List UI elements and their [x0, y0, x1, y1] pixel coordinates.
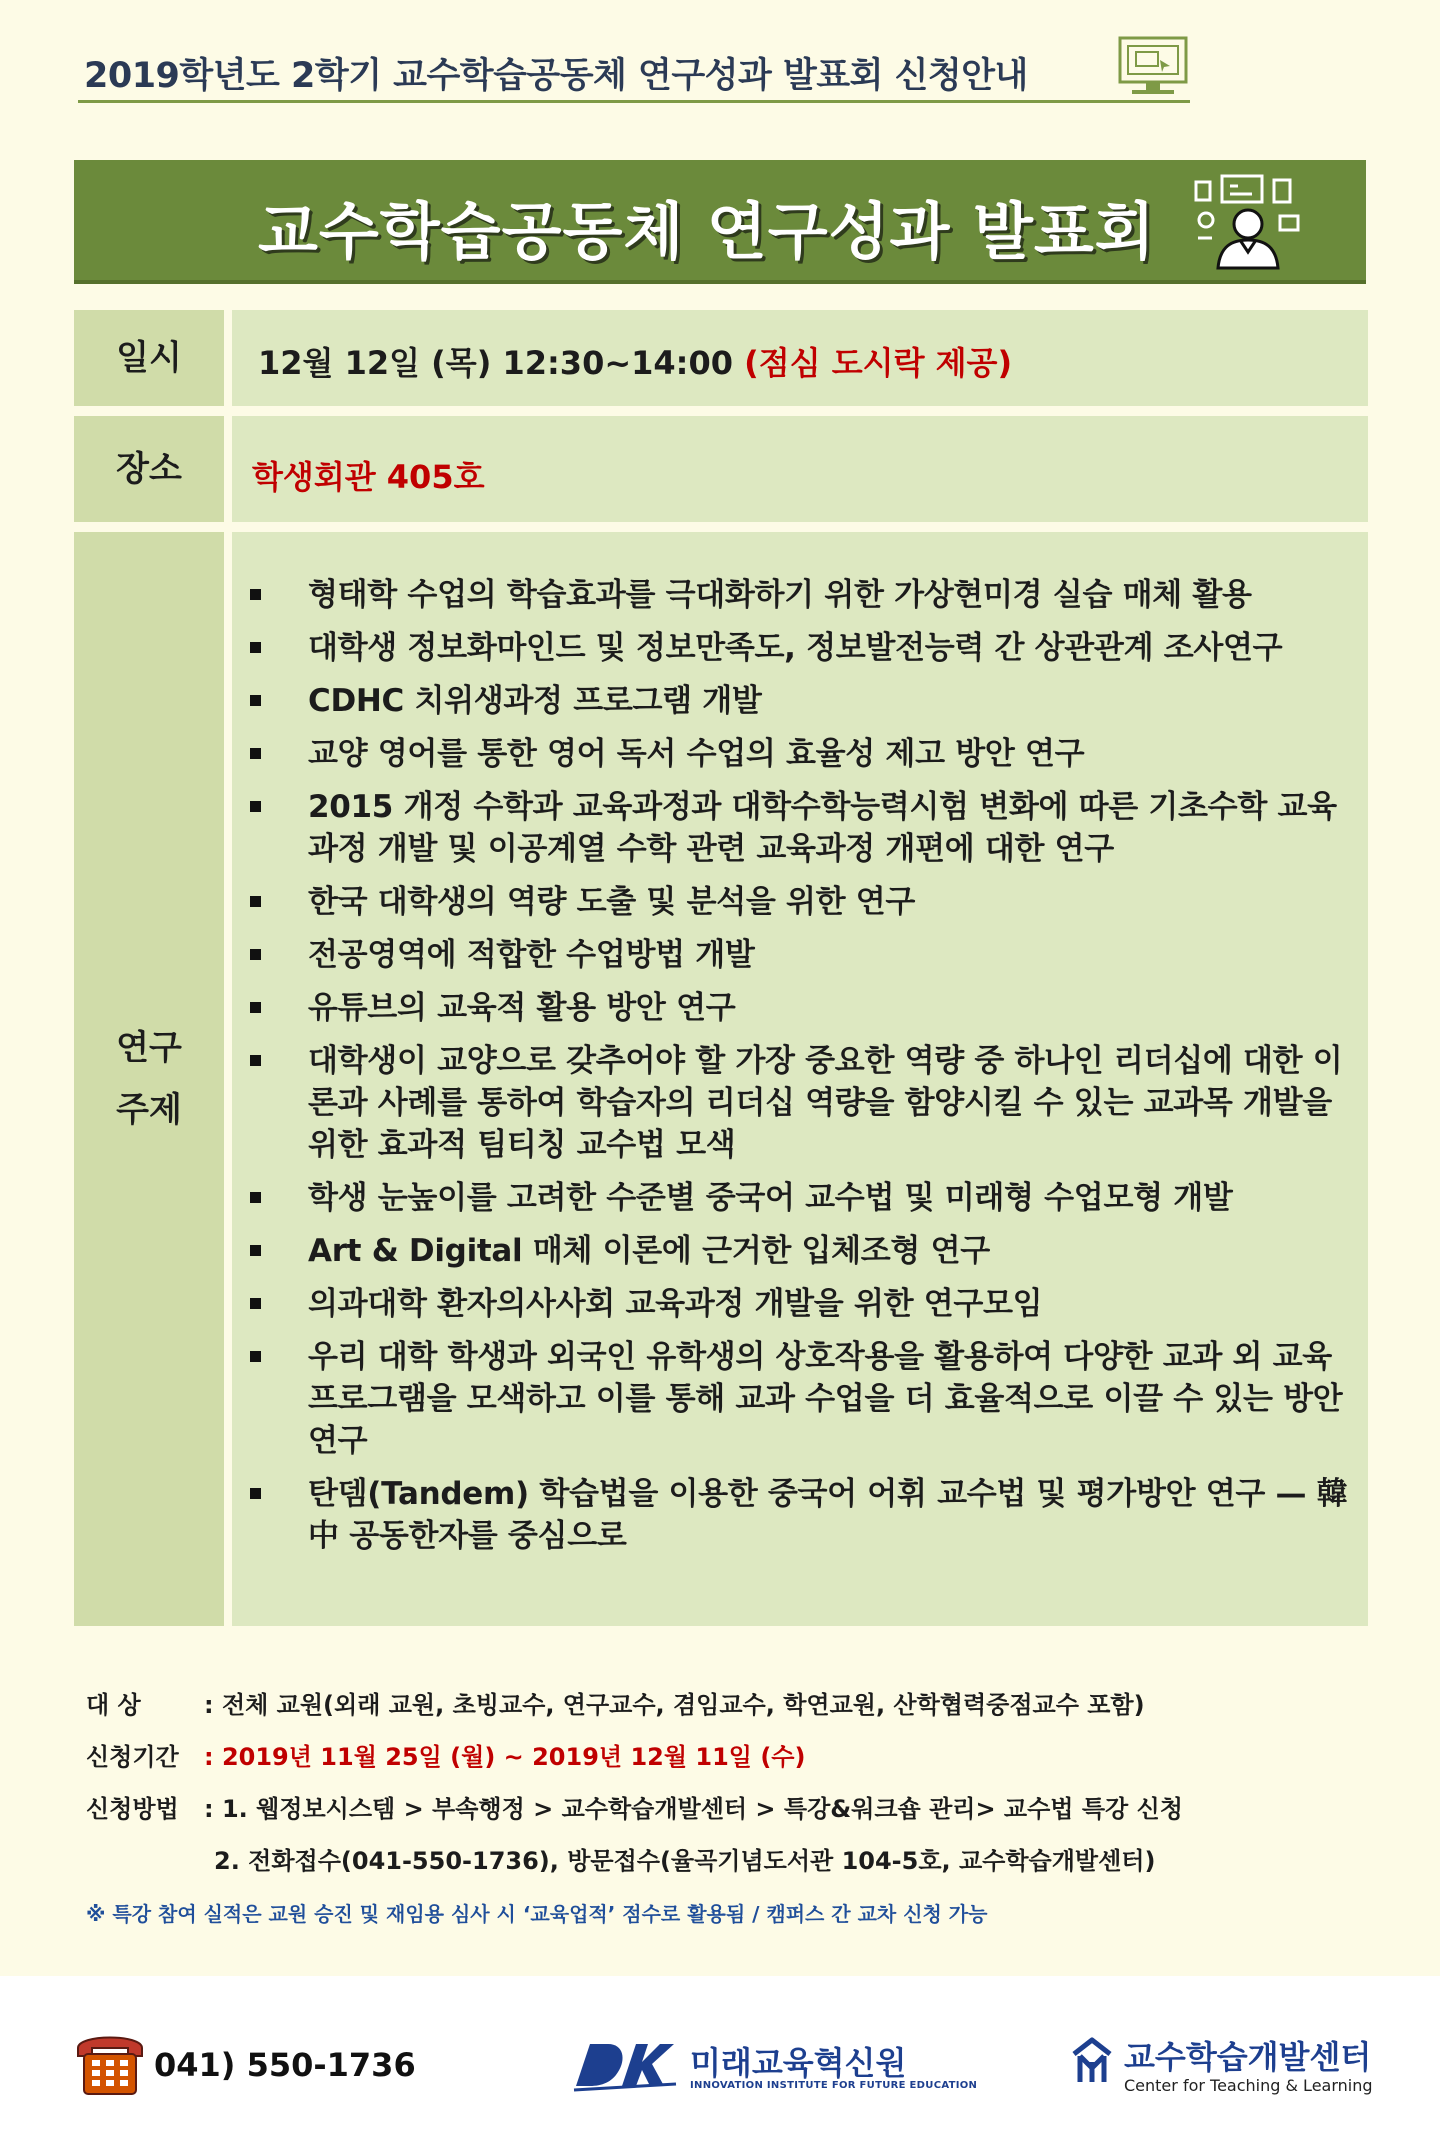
topic-item: 한국 대학생의 역량 도출 및 분석을 위한 연구 — [246, 881, 1356, 923]
ctl-logo — [1070, 2036, 1114, 2086]
method-label: 신청방법 — [86, 1795, 179, 1823]
period-value: 2019년 11월 25일 (월) ~ 2019년 12월 11일 (수) — [221, 1743, 806, 1771]
row-date — [74, 310, 1368, 406]
presenter-icon — [1192, 172, 1304, 270]
period-colon: : — [204, 1743, 222, 1771]
monitor-icon — [1116, 34, 1190, 100]
info-table — [74, 310, 1368, 1626]
topic-item: 유튜브의 교육적 활용 방안 연구 — [246, 987, 1356, 1029]
period-line — [86, 1742, 1366, 1772]
target-line — [86, 1690, 1366, 1720]
institute-subtitle: INNOVATION INSTITUTE FOR FUTURE EDUCATION — [690, 2080, 978, 2091]
topic-item: 2015 개정 수학과 교육과정과 대학수학능력시험 변화에 따른 기초수학 교육과정 개발 및 이공계열 수학 관련 교육과정 개편에 대한 연구 — [246, 786, 1356, 870]
dku-logo — [572, 2038, 680, 2094]
place-value: 학생회관 405호 — [252, 458, 485, 496]
institute-name: 미래교육혁신원 — [690, 2044, 907, 2082]
topic-item: 전공영역에 적합한 수업방법 개발 — [246, 934, 1356, 976]
date-note: (점심 도시락 제공) — [744, 344, 1013, 382]
phone-icon — [74, 2028, 146, 2098]
place-cell — [232, 416, 1368, 522]
method-line-1 — [86, 1794, 1366, 1824]
topic-item: CDHC 치위생과정 프로그램 개발 — [246, 680, 1356, 722]
topic-item: Art & Digital 매체 이론에 근거한 입체조형 연구 — [246, 1230, 1356, 1272]
date-cell — [232, 310, 1368, 406]
notice-text: ※ 특강 참여 실적은 교원 승진 및 재임용 심사 시 ‘교육업적’ 점수로 활용됨 / 캠퍼스 간 교차 신청 가능 — [86, 1902, 988, 1926]
topics-label-line1: 연구 — [116, 1028, 182, 1068]
center-name: 교수학습개발센터 — [1124, 2038, 1372, 2076]
footer — [0, 1976, 1440, 2154]
topics-label — [74, 532, 224, 1626]
topic-item: 대학생 정보화마인드 및 정보만족도, 정보발전능력 간 상관관계 조사연구 — [246, 627, 1356, 669]
center-subtitle: Center for Teaching & Learning — [1124, 2076, 1373, 2095]
banner-title: 교수학습공동체 연구성과 발표회 — [258, 195, 1156, 268]
application-info — [86, 1690, 1366, 1927]
contact-phone: 041) 550-1736 — [154, 2046, 416, 2084]
method-1: : 1. 웹정보시스템 > 부속행정 > 교수학습개발센터 > 특강&워크숍 관리> 교수법 특강 신청 — [204, 1795, 1183, 1823]
target-value: : 전체 교원(외래 교원, 초빙교수, 연구교수, 겸임교수, 학연교원, 산학협력중점교수 포함) — [204, 1691, 1145, 1719]
topic-item: 형태학 수업의 학습효과를 극대화하기 위한 가상현미경 실습 매체 활용 — [246, 574, 1356, 616]
date-value: 12월 12일 (목) 12:30~14:00 — [258, 344, 734, 382]
place-label: 장소 — [74, 416, 224, 522]
topic-item: 의과대학 환자의사사회 교육과정 개발을 위한 연구모임 — [246, 1283, 1356, 1325]
topic-item: 대학생이 교양으로 갖추어야 할 가장 중요한 역량 중 하나인 리더십에 대한 이론과 사례를 통하여 학습자의 리더십 역량을 함양시킬 수 있는 교과목 개발을 위한 효과적 팀티칭 교수법 모색 — [246, 1040, 1356, 1166]
topic-item: 탄뎀(Tandem) 학습법을 이용한 중국어 어휘 교수법 및 평가방안 연구 — 韓中 공동한자를 중심으로 — [246, 1473, 1356, 1557]
topic-item: 교양 영어를 통한 영어 독서 수업의 효율성 제고 방안 연구 — [246, 733, 1356, 775]
target-label: 대 상 — [86, 1691, 141, 1719]
page-title: 2019학년도 2학기 교수학습공동체 연구성과 발표회 신청안내 — [84, 56, 1028, 96]
topics-cell — [232, 532, 1368, 1626]
topics-list — [246, 574, 1356, 1568]
date-label: 일시 — [74, 310, 224, 406]
row-topics — [74, 532, 1368, 1626]
date-value-line — [258, 338, 1012, 384]
method-2: 2. 전화접수(041-550-1736), 방문접수(율곡기념도서관 104-5호, 교수학습개발센터) — [214, 1847, 1156, 1875]
title-underline — [78, 100, 1190, 103]
top-header — [78, 34, 1190, 106]
topic-item: 학생 눈높이를 고려한 수준별 중국어 교수법 및 미래형 수업모형 개발 — [246, 1177, 1356, 1219]
row-place — [74, 416, 1368, 522]
topics-label-line2: 주제 — [116, 1090, 182, 1130]
topic-item: 우리 대학 학생과 외국인 유학생의 상호작용을 활용하여 다양한 교과 외 교육 프로그램을 모색하고 이를 통해 교과 수업을 더 효율적으로 이끌 수 있는 방안 연구 — [246, 1336, 1356, 1462]
banner — [74, 160, 1366, 284]
method-line-2 — [86, 1846, 1366, 1876]
period-label: 신청기간 — [86, 1743, 179, 1771]
